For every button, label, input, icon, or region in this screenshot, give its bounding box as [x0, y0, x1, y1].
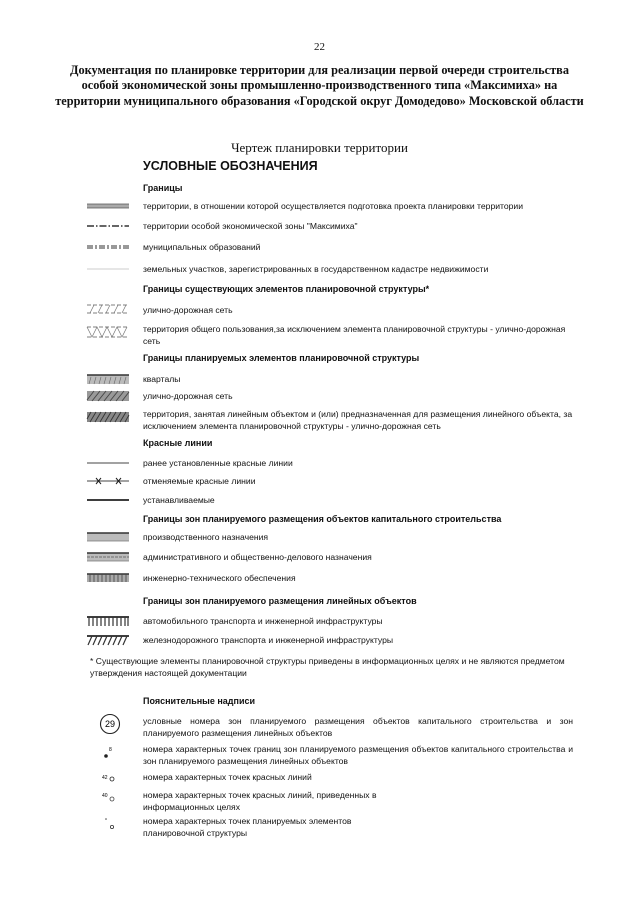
legend-item-existing-public-area: территория общего пользования,за исключением элемента планировочной структуры - улично-дорожная сеть	[143, 324, 566, 346]
section-existing: Границы существующих элементов планировочной структуры*	[143, 284, 430, 294]
drawing-subtitle: Чертеж планировки территории	[231, 140, 408, 155]
existing-road-symbol	[86, 303, 130, 315]
boundary-point-icon	[100, 743, 120, 763]
legend-item-linear-rail: железнодорожного транспорта и инженерной инфраструктуры	[143, 635, 394, 645]
boundary-point-label: 8	[109, 747, 112, 753]
legend-item-project-border: территории, в отношении которой осуществляется подготовка проекта планировки территории	[143, 201, 524, 211]
section-planned: Границы планируемых элементов планировочной структуры	[143, 353, 420, 363]
legend-item-existing-road: улично-дорожная сеть	[143, 305, 233, 315]
section-borders: Границы	[143, 183, 183, 193]
red-line-existing-symbol	[86, 457, 130, 469]
capital-engineering-symbol	[86, 572, 130, 584]
info-point-icon	[100, 790, 120, 804]
legend-item-red-line-existing: ранее установленные красные линии	[143, 458, 293, 468]
planned-linear-symbol	[86, 411, 130, 423]
section-capital: Границы зон планируемого размещения объектов капитального строительства	[143, 514, 502, 524]
legend-item-land-plot-border: земельных участков, зарегистрированных в государственном кадастре недвижимости	[143, 264, 489, 274]
legend-item-planned-road: улично-дорожная сеть	[143, 391, 233, 401]
planned-element-point-icon	[100, 816, 120, 832]
legend-item-capital-industrial: производственного назначения	[143, 532, 269, 542]
legend-item-planned-quarters: кварталы	[143, 374, 181, 384]
linear-auto-symbol	[86, 615, 130, 627]
capital-industrial-symbol	[86, 531, 130, 543]
zone-number-label: 29	[104, 719, 116, 730]
red-line-new-symbol	[86, 494, 130, 506]
section-linear: Границы зон планируемого размещения линейных объектов	[143, 596, 417, 606]
explanatory-info-points: номера характерных точек красных линий, приведенных в информационных целях	[143, 790, 377, 812]
zone-number-circle-icon	[99, 713, 121, 735]
legend-item-linear-auto: автомобильного транспорта и инженерной инфраструктуры	[143, 616, 383, 626]
linear-rail-symbol	[86, 634, 130, 646]
legend-item-red-line-new: устанавливаемые	[143, 495, 215, 505]
red-line-cancelled-symbol	[86, 475, 130, 487]
info-point-label: 40	[102, 793, 108, 799]
section-explanatory: Пояснительные надписи	[143, 696, 256, 706]
explanatory-planned-element-points: номера характерных точек планируемых элементов планировочной структуры	[143, 816, 352, 838]
border-municipal-symbol	[86, 241, 130, 253]
existing-public-area-symbol	[86, 326, 130, 338]
border-sez-symbol	[86, 220, 130, 232]
legend-item-capital-engineering: инженерно-технического обеспечения	[143, 573, 296, 583]
explanatory-boundary-points: номера характерных точек границ зон планируемого размещения объектов капитального строительства и зон планируемого размещения линейных объектов	[143, 744, 573, 766]
border-land-plot-symbol	[86, 263, 130, 275]
page-number: 22	[314, 41, 325, 53]
border-project-symbol	[86, 200, 130, 212]
legend-heading: УСЛОВНЫЕ ОБОЗНАЧЕНИЯ	[143, 159, 318, 173]
planned-quarters-symbol	[86, 373, 130, 385]
legend-item-red-line-cancelled: отменяемые красные линии	[143, 476, 256, 486]
explanatory-red-line-points: номера характерных точек красных линий	[143, 772, 312, 782]
footnote: * Существующие элементы планировочной структуры приведены в информационных целях и не являются предметом утверждения настоящей документации	[90, 656, 565, 678]
legend-item-sez-border: территории особой экономической зоны "Максимиха"	[143, 221, 358, 231]
document-title: Документация по планировке территории для реализации первой очереди строительства особой экономической зоны промышленно-производственного типа «Максимиха» на территории муниципального образования «Городской округ Домодедово» Московской области	[55, 63, 584, 108]
legend-item-capital-administrative: административного и общественно-делового назначения	[143, 552, 372, 562]
capital-administrative-symbol	[86, 551, 130, 563]
legend-item-municipal-border: муниципальных образований	[143, 242, 261, 252]
section-red-lines: Красные линии	[143, 438, 213, 448]
planned-road-symbol	[86, 390, 130, 402]
red-line-point-icon	[100, 771, 120, 785]
red-line-point-label: 42	[102, 775, 108, 781]
explanatory-zone-numbers: условные номера зон планируемого размещения объектов капитального строительства и зон планируемого размещения линейных объектов	[143, 716, 573, 738]
legend-item-planned-linear: территория, занятая линейным объектом и (или) предназначенная для размещения линейного объекта, за исключением элемента планировочной структуры - улично-дорожная сеть	[143, 409, 573, 431]
